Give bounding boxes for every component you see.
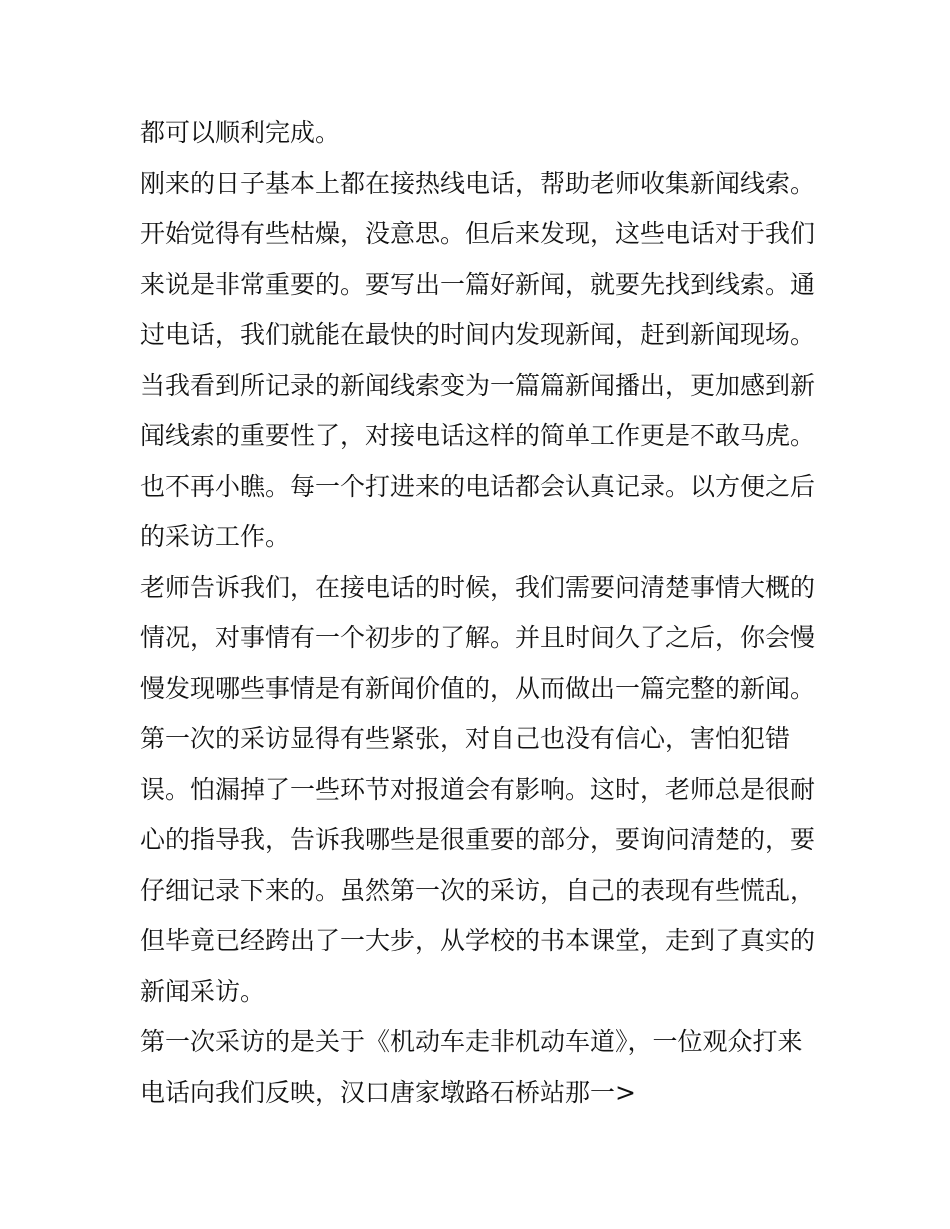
text-line: 刚来的日子基本上都在接热线电话，帮助老师收集新闻线索。 [140,168,816,198]
document-body [140,108,820,1118]
text-line: 也不再小瞧。每一个打进来的电话都会认真记录。以方便之后 [140,471,816,501]
text-line: 过电话，我们就能在最快的时间内发现新闻，赶到新闻现场。 [140,320,816,349]
text-line: 都可以顺利完成。 [140,118,341,147]
text-line: 新闻采访。 [140,976,266,1006]
text-line: 闻线索的重要性了，对接电话这样的简单工作更是不敢马虎。 [140,421,816,450]
text-line: 第一次的采访显得有些紧张，对自己也没有信心，害怕犯错 [140,724,791,753]
text-line: 心的指导我，告诉我哪些是很重要的部分，要询问清楚的，要 [140,825,816,854]
text-line: 误。怕漏掉了一些环节对报道会有影响。这时，老师总是很耐 [140,774,816,804]
text-line: 慢发现哪些事情是有新闻价值的，从而做出一篇完整的新闻。 [140,673,816,703]
text-line: 当我看到所记录的新闻线索变为一篇篇新闻播出，更加感到新 [140,370,816,400]
text-line: 的采访工作。 [140,522,291,551]
text-line: 来说是非常重要的。要写出一篇好新闻，就要先找到线索。通 [140,269,816,299]
text-line: 情况，对事情有一个初步的了解。并且时间久了之后，你会慢 [140,623,816,652]
text-line: 第一次采访的是关于《机动车走非机动车道》，一位观众打来 [140,1027,803,1056]
text-line: 开始觉得有些枯燥，没意思。但后来发现，这些电话对于我们 [140,219,816,248]
text-line: 老师告诉我们，在接电话的时候，我们需要问清楚事情大概的 [140,572,816,602]
text-line: 电话向我们反映，汉口唐家墩路石桥站那一> [140,1077,636,1107]
text-line: 但毕竟已经跨出了一大步，从学校的书本课堂，走到了真实的 [140,926,816,955]
text-line: 仔细记录下来的。虽然第一次的采访，自己的表现有些慌乱， [140,875,816,905]
